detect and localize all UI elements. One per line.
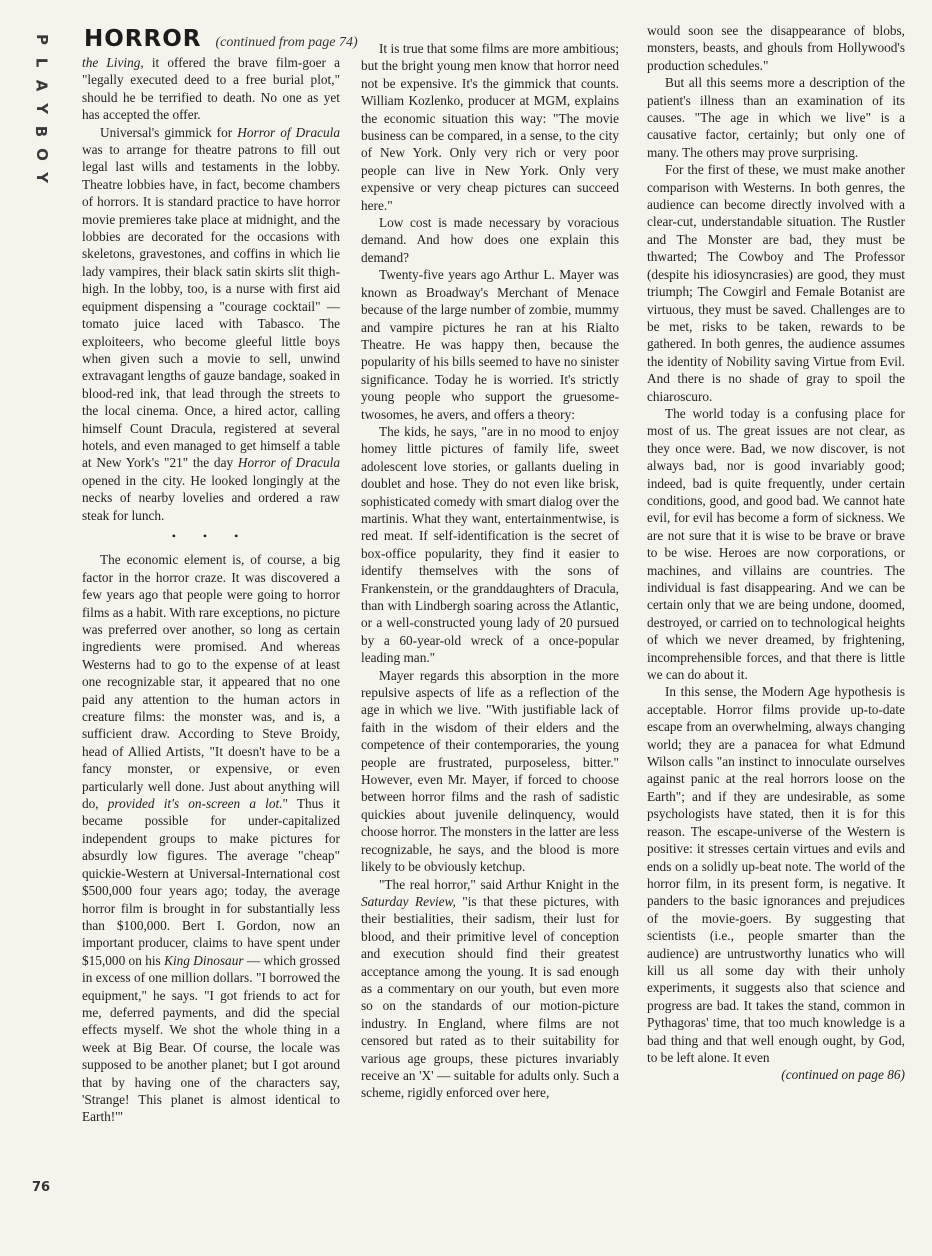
logo-letter: Y: [32, 172, 51, 183]
italic-title: King Dinosaur: [164, 952, 244, 968]
logo-letter: L: [32, 57, 51, 68]
logo-letter: Y: [32, 103, 51, 114]
paragraph-text: Universal's gimmick for: [100, 124, 238, 140]
paragraph: For the first of these, we must make another comparison with Westerns. In both genres, the audience can become directly involved with a clear-cut, understandable situation. The Rustler and The Monster are bad, they must be thwarted; The Cowboy and The Professor (despite his idiosyncrasies) are good, they must triumph; The Cowgirl and Female Botanist are virtuous, they must be saved. Challenges are to be met, risks to be taken, rewards to be gathered. In both genres, the audience assumes the identity of Nobility saving Virtue from Evil. And there is no shade of gray to spoil the chiaroscuro.: [647, 162, 905, 404]
paragraph-text: "The real horror," said Arthur Knight in the: [379, 876, 619, 892]
italic-title: the Living,: [82, 55, 144, 70]
italic-title: Saturday Review,: [361, 893, 456, 909]
paragraph-text: opened in the city. He looked longingly at the necks of nearby lovelies and ordered a raw steak for lunch.: [82, 472, 340, 523]
continued-from-note: (continued from page 74): [215, 35, 358, 50]
continued-on-note: (continued on page 86): [781, 1067, 905, 1083]
paragraph-text: — which grossed in excess of one million dollars. "I borrowed the equipment," he says. "I got friends to act for me, deferred payments, and did the special effects myself. We shot the whole thing in a week at Big Bear. Of course, the locale was supposed to be another planet; but I got around that by having one of the characters say, 'Strange! This planet is almost identical to Earth!'": [82, 952, 340, 1125]
paragraph: [82, 551, 340, 1125]
paragraph: [82, 54, 340, 124]
page-number: 76: [32, 1180, 51, 1195]
logo-letter: B: [32, 125, 51, 138]
article-header: [84, 26, 358, 52]
section-divider: • • •: [171, 528, 251, 543]
paragraph: Mayer regards this absorption in the more repulsive aspects of life as a reflection of the age in which we live. "With justifiable lack of faith in the wisdom of their elders and the competence of their contemporaries, the young people are frustrated, purposeless, bitter." However, even Mr. Mayer, if forced to choose between horror films and the rash of sadistic quickies about juvenile delinquency, would choose horror. The monsters in the latter are less recognizable, he says, and the blood is more likely to be obviously ketchup.: [361, 667, 619, 875]
italic-title: Horror of Dracula: [237, 124, 340, 140]
paragraph: [361, 876, 619, 1102]
paragraph: In this sense, the Modern Age hypothesis is acceptable. Horror films provide up-to-date escape from an overwhelming, always changing world; they are a panacea for what Edmund Wilson calls "an instinct to innoculate ourselves against panic at the real horrors loose on the Earth"; and if they are undesirable, as some psychologists have stated, then it is for this reason. The escape-universe of the Western is positive: it stresses certain virtues and evils and ends on a solidly up-beat note. The world of the horror film, in its present form, is negative. It panders to the basic ignorances and prejudices of the movie-goers. By suggesting that scientists (i.e., people smarter than the audience) are untrustworthy lunatics who will kill us all some day with their unholy experiments, it suggests also that science and progress are bad. It takes the stand, common in Pythagoras' time, that too much knowledge is a bad thing and that well enough ought, by God, to be left alone. It even: [647, 684, 905, 1065]
paragraph: The kids, he says, "are in no mood to enjoy homey little pictures of family life, sweet adolescent love stories, or gallants dueling in doublet and hose. They do not even like brisk, sophisticated comedy with smart dialog over the martinis. What they want, entertainmentwise, is red meat. If self-identification is the secret of box-office popularity, they find it easier to identify themselves with the sons of Frankenstein, or the granddaughters of Dracula, than with Lindbergh soaring across the Atlantic, or a well-constructed young lady of 20 pursued by a 60-year-old wreck of a once-popular leading man.": [361, 423, 619, 666]
paragraph-text: " Thus it became possible for under-capitalized independent groups to make pictures for absurdly low figures. The average "cheap" quickie-Western at Universal-International cost $500,000 four years ago; today, the average horror film is brought in for substantially less than $100,000. Bert I. Gordon, now an important producer, claims to have spent under $15,000 on his: [82, 796, 340, 968]
paragraph: But all this seems more a description of the patient's illness than an examination of its causes. "The age in which we live" is a causative factor, certainly; but only one of many. The others may prove surprising.: [647, 75, 905, 160]
logo-letter: A: [32, 79, 51, 92]
text-column-3: [647, 22, 905, 1084]
text-column-2: [361, 40, 619, 1102]
logo-letter: P: [32, 34, 51, 45]
paragraph: would soon see the disappearance of blobs, monsters, beasts, and ghouls from Hollywood's production schedules.": [647, 23, 905, 73]
paragraph: The world today is a confusing place for most of us. The great issues are not clear, as they once were. Bad, we now discover, is not always bad, nor is good invariably good; indeed, bad is quite frequently, under certain conditions, good, and good bad. We cannot hate evil, for evil has become a form of sickness. We are not sure that it is wise to be brave or brave to be wise. Heroes are now corporations, or machines, and villains are countries. The individual is fast disappearing. And we can be certain only that we are being undone, doomed, destroyed, or carried on to technological heights of which we never dreamed, by frightening, incomprehensible forces, and that there is little we can do about it.: [647, 405, 905, 683]
logo-letter: O: [32, 148, 51, 161]
article-title: HORROR: [84, 26, 202, 52]
paragraph: [82, 124, 340, 524]
text-column-1: [82, 54, 340, 1126]
paragraph-text: was to arrange for theatre patrons to fill out legal last wills and testaments in the lobby. Theatre lobbies have, in fact, become chambers of horrors. It is standard practice to have horror movie premieres take place at midnight, and the lobbies are decorated for the occasions with skeletons, gravestones, and coffins in which lie lady vampires, their black satin skirts slit thigh-high. In the lobby, too, is a nurse with first aid equipment dispensing a "courage cocktail" — tomato juice laced with Tabasco. The exploiteers, who become gleeful little boys when given such a movie to sell, unwind extravagant lengths of gauze bandage, soaked in blood-red ink, that lead through the streets to the local cinema. Once, a hired actor, calling himself Count Dracula, registered at several hotels, and even managed to get himself a table at New York's "21" the day: [82, 142, 340, 471]
playboy-vertical-logo: [30, 28, 52, 189]
italic-emphasis: provided it's on-screen a lot.: [107, 796, 283, 812]
paragraph-text: "is that these pictures, with their bestialities, their sadism, their lust for blood, and their primitive level of conception and execution should find their greatest acceptance among the young. It is sad enough as a commentary on our youth, but even more so on the standards of our motion-picture industry. In England, where films are not censored but rated as to their suitability for various age groups, these pictures invariably receive an 'X' — suitable for adults only. Such a scheme, rigidly enforced over here,: [361, 893, 620, 1101]
paragraph-text: it offered the brave film-goer a "legally executed deed to a free burial plot," should he be terrified to death. No one as yet has accepted the offer.: [82, 55, 340, 123]
italic-title: Horror of Dracula: [237, 455, 340, 471]
paragraph: Low cost is made necessary by voracious demand. And how does one explain this demand?: [361, 215, 619, 265]
paragraph: It is true that some films are more ambitious; but the bright young men know that horror need not be expensive. It's the gimmick that counts. William Kozlenko, producer at MGM, explains the economic situation this way: "The movie business can be compared, in a sense, to the city of New York. Only very rich or very poor people can live in New York. Only very expensive or very cheap pictures can succeed here.": [361, 41, 619, 213]
paragraph: Twenty-five years ago Arthur L. Mayer was known as Broadway's Merchant of Menace because of the large number of zombie, mummy and vampire pictures he ran at his Rialto Theatre. He was happy then, because the popularity of his bills seemed to have no sinister significance. Today he is worried. It's strictly young people who support the gruesome-twosomes, he avers, and offers a theory:: [361, 267, 619, 422]
paragraph-text: The economic element is, of course, a big factor in the horror craze. It was discovered a few years ago that people were going to horror films as a habit. With rare exceptions, no picture was preferred over another, so long as certain ingredients were promised. And whereas Westerns had to go to the expense of at least one recognizable star, it appeared that no one paid any attention to the human actors in creature films: the monster was, and is, a sufficient draw. According to Steve Broidy, head of Allied Artists, "It doesn't have to be a fancy monster, or expensive, or even particularly well done. Just about anything will do,: [82, 552, 340, 812]
